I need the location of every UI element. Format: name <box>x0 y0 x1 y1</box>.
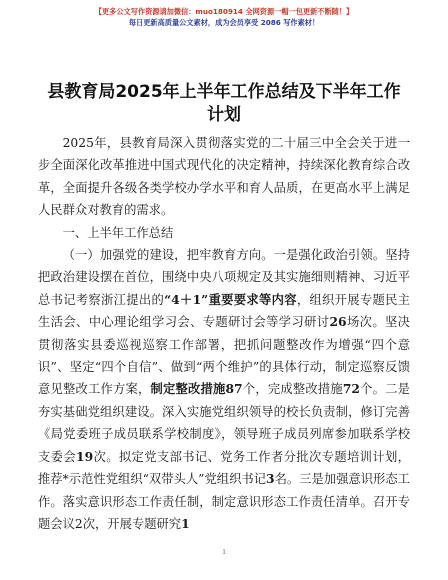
para-number: 3 <box>266 471 275 487</box>
para-text: 个，完成整改措施 <box>242 382 343 397</box>
promo-banner-line2: 每日更新高质量公文素材，成为会员享受 2086 写作素材！ <box>128 18 320 27</box>
para-text: 个。二是夯实基础党组织建设。深入实施党组织领导的校长负责制，修订完善《局党委班子成员联系学校制度》，领导班子成员列席参加联系学校支委会 <box>38 382 410 464</box>
party-building-paragraph <box>38 244 410 535</box>
para-bold-text: “4＋1”重要要求等内容 <box>164 291 297 307</box>
para-number: 72 <box>342 381 360 397</box>
document-body <box>38 132 410 535</box>
para-text: 名。三是加强意识形态工作。落实意识形态工作责任制，制定意识形态工作责任清单。召开专题会议2次，开展专题研究 <box>38 472 410 531</box>
promo-banner-line1: 【更多公文写作资源请加微信：muo180914 全网资源一帽一包更新不断随！】 <box>94 7 354 16</box>
document-title-line1: 县教育局2025年上半年工作总结及下半年工作 <box>47 82 401 102</box>
para-number: 19 <box>76 448 94 464</box>
para-number: 26 <box>329 314 347 330</box>
document-title-line2: 计划 <box>207 105 241 125</box>
para-text: 场次。坚决贯彻落实县委巡视巡察工作部署，把抓问题整改作为增强“四个意识”、坚定“四个自信”、做到“两个维护”的具体行动，制定巡察反馈意见整改工作方案， <box>38 315 410 397</box>
intro-paragraph: 2025年，县教育局深入贯彻落实党的二十届三中全会关于进一步全面深化改革推进中国式现代化的决定精神，持续深化教育综合改革，全面提升各级各类学校办学水平和育人品质，在更高水平上满足人民群众对教育的需求。 <box>38 136 410 218</box>
para-number: 87 <box>225 381 243 397</box>
para-number: 1 <box>181 515 190 531</box>
para-text: ，组织开展专题民主生活会、中心理论组学习会、专题研讨会等学习研讨 <box>38 292 410 330</box>
para-text: （一）加强党的建设，把牢教育方向。一是强化政治引领。坚持把政治建设摆在首位，围绕中央八项规定及其实施细则精神、习近平总书记考察浙江提出的 <box>38 248 410 307</box>
para-bold-text: 制定整改措施 <box>150 381 226 397</box>
para-text: 次。拟定党支部书记、党务工作者分批次专题培训计划，推荐*示范性党组织“双带头人”党组织书记 <box>38 449 410 487</box>
section-heading: 一、上半年工作总结 <box>62 225 174 240</box>
document-title <box>30 81 418 127</box>
promo-banner <box>0 6 448 28</box>
page-number: 1 <box>222 548 226 556</box>
